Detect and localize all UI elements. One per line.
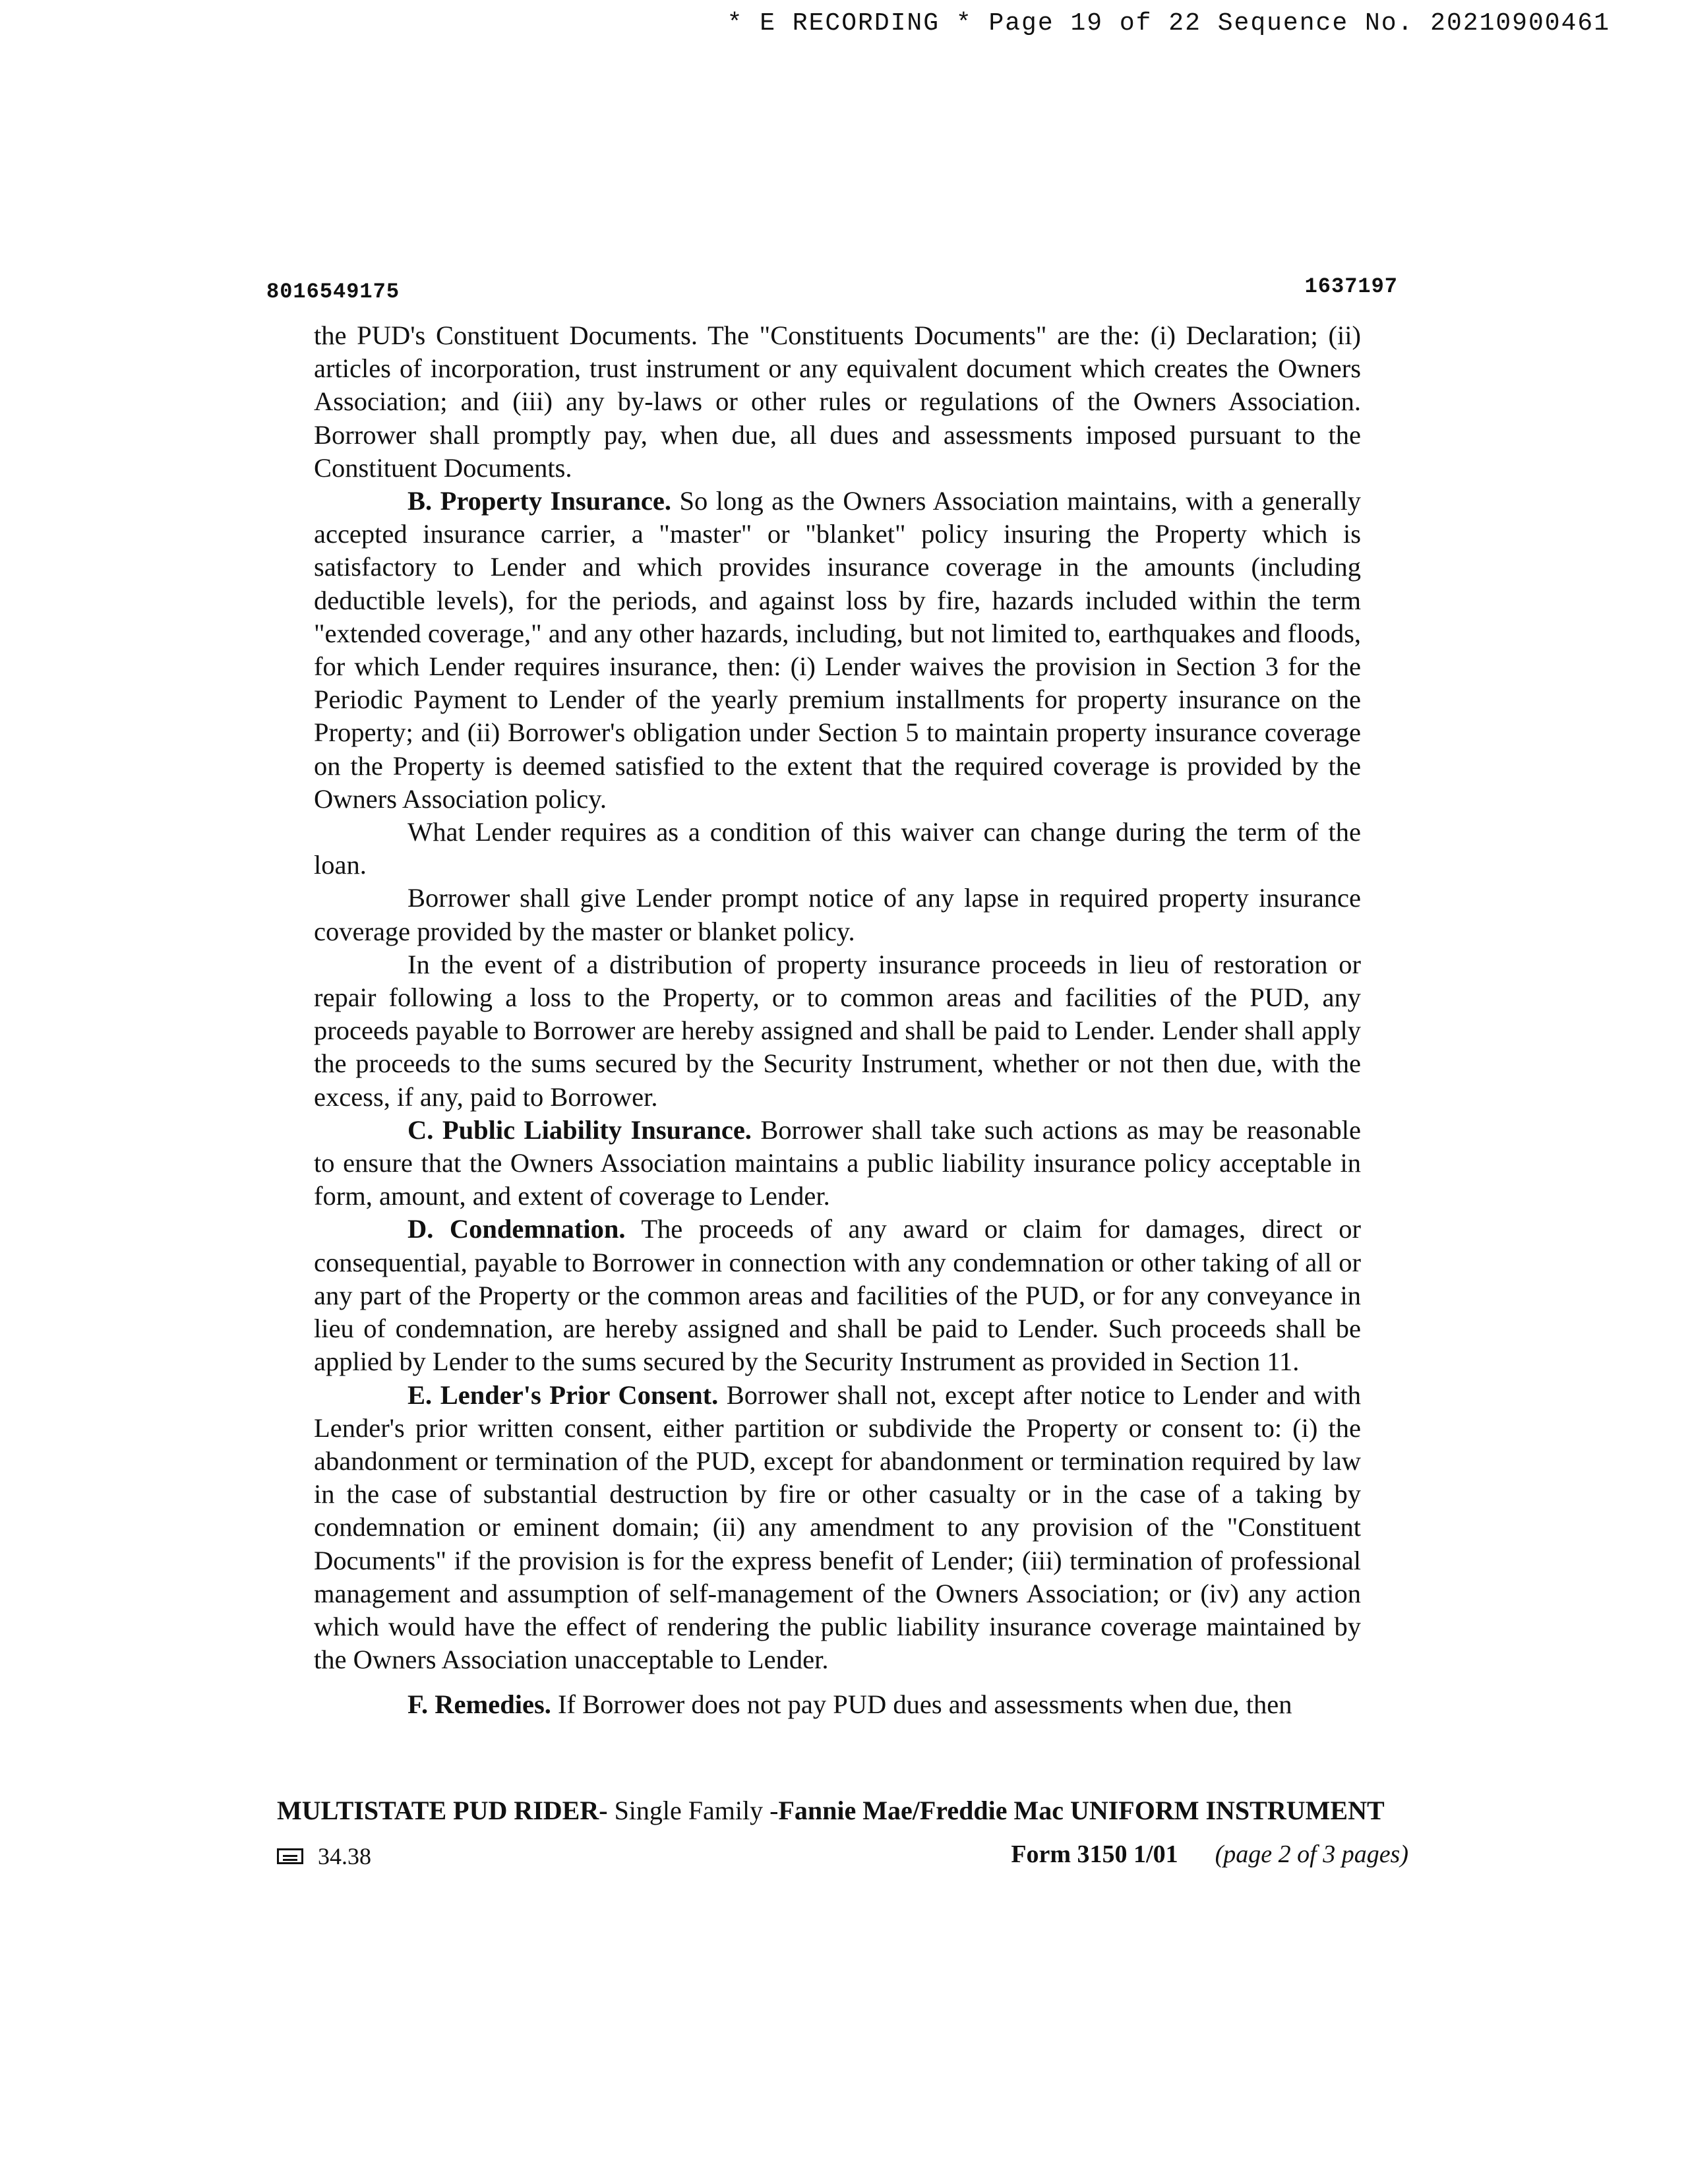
section-d-heading: D. Condemnation. [407, 1214, 626, 1244]
section-f-remedies [314, 1688, 1361, 1721]
section-b-property-insurance [314, 485, 1361, 816]
section-e-heading: E. Lender's Prior Consent. [407, 1380, 719, 1410]
case-number: 1637197 [1304, 274, 1398, 299]
recording-header: * E RECORDING * Page 19 of 22 Sequence No. 20210900461 [727, 9, 1610, 38]
footer-title-rider: MULTISTATE PUD RIDER- [277, 1796, 608, 1825]
section-f-text: If Borrower does not pay PUD dues and assessments when due, then [551, 1689, 1292, 1720]
page-info: (page 2 of 3 pages) [1215, 1840, 1408, 1868]
footer-title-instrument: Fannie Mae/Freddie Mac UNIFORM INSTRUMENT [778, 1796, 1385, 1825]
section-b-heading: B. Property Insurance. [407, 486, 671, 516]
footer-title [277, 1795, 1385, 1826]
paragraph-waiver-condition: What Lender requires as a condition of this waiver can change during the term of the loan. [314, 817, 1361, 880]
section-e-text: Borrower shall not, except after notice to Lender and with Lender's prior written consent, either partition or subdivide the Property or consent to: (i) the abandonment or termination of the PUD, except for abandonment or termination required by law in the case of substantial destruction by fire or other casualty or in the case of a taking by condemnation or eminent domain; (ii) any amendment to any provision of the "Constituent Documents" if the provision is for the express benefit of Lender; (iii) termination of professional management and assumption of self-management of the Owners Association; or (iv) any action which would have the effect of rendering the public liability insurance coverage maintained by the Owners Association unacceptable to Lender. [314, 1380, 1361, 1675]
paragraph-constituent-documents: the PUD's Constituent Documents. The "Constituents Documents" are the: (i) Declaration; (ii) articles of incorporation, trust instrument or any equivalent document which creates the Owners Association; and (iii) any by-laws or other rules or regulations of the Owners Association. Borrower shall promptly pay, when due, all dues and assessments imposed pursuant to the Constituent Documents. [314, 320, 1361, 483]
paragraph-insurance-proceeds: In the event of a distribution of property insurance proceeds in lieu of restoration or repair following a loss to the Property, or to common areas and facilities of the PUD, any proceeds payable to Borrower are hereby assigned and shall be paid to Lender. Lender shall apply the proceeds to the sums secured by the Security Instrument, whether or not then due, with the excess, if any, paid to Borrower. [314, 949, 1361, 1112]
section-d-condemnation [314, 1213, 1361, 1378]
section-d-text: The proceeds of any award or claim for damages, direct or consequential, payable to Borrower in connection with any condemnation or other taking of all or any part of the Property or the common areas and facilities of the PUD, or for any conveyance in lieu of condemnation, are hereby assigned and shall be paid to Lender. Such proceeds shall be applied by Lender to the sums secured by the Security Instrument as provided in Section 11. [314, 1214, 1361, 1377]
paragraph-lapse-notice: Borrower shall give Lender prompt notice of any lapse in required property insurance coverage provided by the master or blanket policy. [314, 883, 1361, 946]
loan-number: 8016549175 [266, 280, 400, 304]
footer-form-info [1011, 1840, 1408, 1869]
footer-title-family: Single Family - [607, 1796, 779, 1825]
document-body [314, 319, 1361, 1722]
form-code-text: 34.38 [318, 1843, 371, 1869]
section-f-heading: F. Remedies. [407, 1689, 551, 1720]
section-c-heading: C. Public Liability Insurance. [407, 1114, 752, 1145]
footer-form-code [277, 1842, 371, 1870]
section-c-text: Borrower shall take such actions as may be reasonable to ensure that the Owners Association maintains a public liability insurance policy acceptable in form, amount, and extent of coverage to Lender. [314, 1114, 1361, 1211]
section-e-prior-consent [314, 1379, 1361, 1677]
section-b-text: So long as the Owners Association maintains, with a generally accepted insurance carrier, a "master" or "blanket" policy insuring the Property which is satisfactory to Lender and which provides insurance coverage in the amounts (including deductible levels), for the periods, and against loss by fire, hazards included within the term "extended coverage," and any other hazards, including, but not limited to, earthquakes and floods, for which Lender requires insurance, then: (i) Lender waives the provision in Section 3 for the Periodic Payment to Lender of the yearly premium installments for property insurance on the Property; and (ii) Borrower's obligation under Section 5 to maintain property insurance coverage on the Property is deemed satisfied to the extent that the required coverage is provided by the Owners Association policy. [314, 486, 1361, 814]
form-logo-icon [277, 1848, 303, 1864]
form-number: Form 3150 1/01 [1011, 1840, 1178, 1868]
section-c-public-liability [314, 1114, 1361, 1213]
